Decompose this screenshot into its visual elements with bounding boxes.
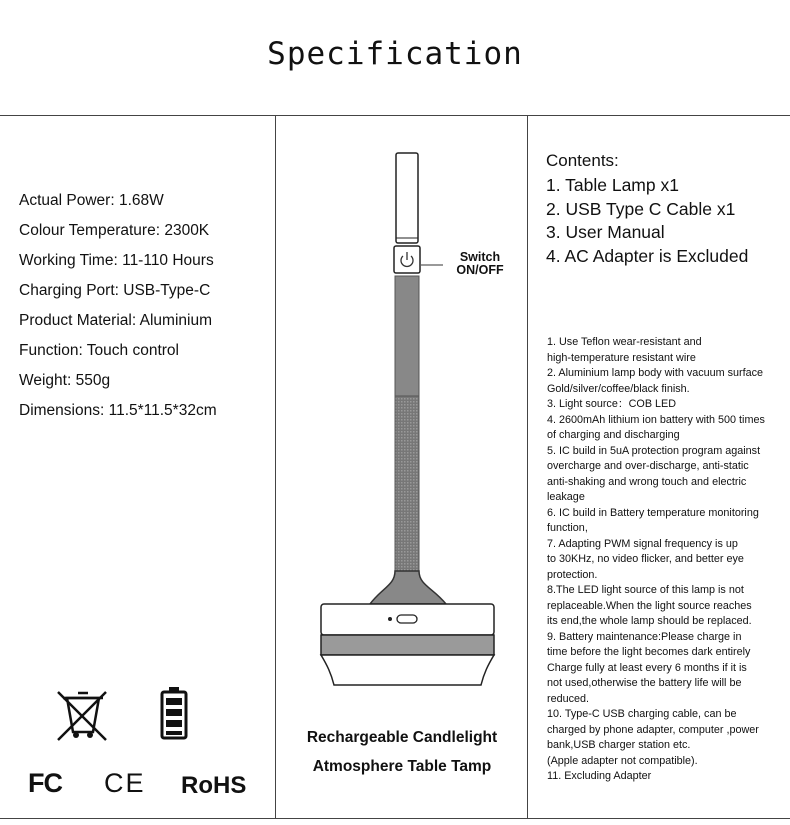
note-line: 1. Use Teflon wear-resistant and [547,336,702,348]
spec-label: Weight [19,372,67,389]
spec-list [19,190,269,430]
spec-value: 2300K [164,222,210,239]
spec-row: Actual Power: 1.68W [19,192,164,209]
spec-row: Charging Port: USB-Type-C [19,282,211,299]
note-line: replaceable.When the light source reaches [547,599,752,612]
spec-row: Function: Touch control [19,342,179,359]
header-divider [0,115,790,116]
content-item: 2. USB Type C Cable x1 [546,198,736,219]
note-line: its end,the whole lamp should be replaced. [547,615,752,627]
spec-value: Aluminium [139,312,212,329]
switch-label-line: Switch [459,250,501,264]
note-line: bank,USB charger station etc. [547,739,691,751]
spec-label: Actual Power [19,192,111,209]
fcc-logo: FC [28,768,62,798]
lamp-base [321,604,494,685]
spec-row: Working Time: 11-110 Hours [19,252,214,269]
spec-row: Colour Temperature: 2300K [19,222,210,239]
note-line: 3. Light source：COB LED [547,398,677,410]
feature-notes [547,335,787,785]
note-line: of charging and discharging [547,429,680,441]
note-line: 10. Type-C USB charging cable, can be [547,708,737,720]
note-line: protection. [547,568,598,581]
note-line: high-temperature resistant wire [547,351,696,364]
switch-label [445,251,515,277]
note-line: (Apple adapter not compatible). [547,754,698,767]
spec-label: Colour Temperature [19,222,156,239]
ce-logo: CE [104,768,146,798]
note-line: 4. 2600mAh lithium ion battery with 500 times [547,413,765,426]
note-line: to 30KHz, no video flicker, and better eye [547,553,744,565]
note-line: 6. IC build in Battery temperature monitoring [547,506,759,519]
note-line: reduced. [547,692,590,705]
spec-value: 11.5*11.5*32cm [108,402,217,419]
note-line: 11. Excluding Adapter [547,770,652,782]
page-title: Specification [267,36,523,72]
note-line: Charge fully at least every 6 months if it is [547,661,747,674]
contents-heading: Contents: [546,151,619,170]
switch-label-line: ON/OFF [456,263,504,277]
note-line: anti-shaking and wrong touch and electric [547,475,747,488]
content-item: 1. Table Lamp x1 [546,175,679,195]
certification-icons [0,680,275,810]
lamp-knurled-stem [395,396,419,571]
note-line: leakage [547,491,585,503]
footer-divider [0,818,790,819]
spec-value: 11-110 Hours [122,252,214,269]
spec-label: Function [19,342,79,359]
spec-label: Working Time [19,252,114,269]
spec-row: Weight: 550g [19,372,111,389]
note-line: function, [547,522,588,534]
note-line: Gold/silver/coffee/black finish. [547,382,690,395]
note-line: 7. Adapting PWM signal frequency is up [547,537,738,550]
content-item: 4. AC Adapter is Excluded [546,245,749,266]
spec-value: 1.68W [118,192,164,209]
spec-row: Product Material: Aluminium [19,312,212,329]
note-line: 2. Aluminium lamp body with vacuum surface [547,367,764,379]
spec-value: USB-Type-C [123,282,211,299]
note-line: not used,otherwise the battery life will be [547,677,742,689]
note-line: 5. IC build in 5uA protection program against [547,444,761,457]
spec-row: Dimensions: 11.5*11.5*32cm [19,402,217,419]
note-line: charged by phone adapter, computer ,power [547,723,759,736]
product-caption-line-1: Rechargeable Candlelight [306,729,498,746]
column-divider-right [527,115,528,818]
content-item: 3. User Manual [546,222,665,242]
spec-label: Dimensions [19,402,100,419]
product-caption-line-2: Atmosphere Table Tamp [312,758,492,775]
lamp-illustration [290,140,520,700]
rohs-logo: RoHS [181,772,247,799]
spec-value: 550g [75,372,111,389]
lamp-neck [370,571,446,604]
package-contents [546,150,786,268]
note-line: overcharge and over-discharge, anti-static [547,460,749,472]
spec-label: Product Material [19,312,132,329]
note-line: 9. Battery maintenance:Please charge in [547,630,742,643]
note-line: time before the light becomes dark entirely [547,646,751,658]
note-line: 8.The LED light source of this lamp is not [547,584,744,596]
lamp-upper-stem [395,276,419,396]
spec-label: Charging Port [19,282,115,299]
weee-recycling-icon [58,692,106,740]
lamp-head [396,153,418,243]
power-switch-icon [394,246,420,273]
battery-icon [162,687,186,738]
column-divider-left [275,115,276,818]
spec-value: Touch control [86,342,179,359]
